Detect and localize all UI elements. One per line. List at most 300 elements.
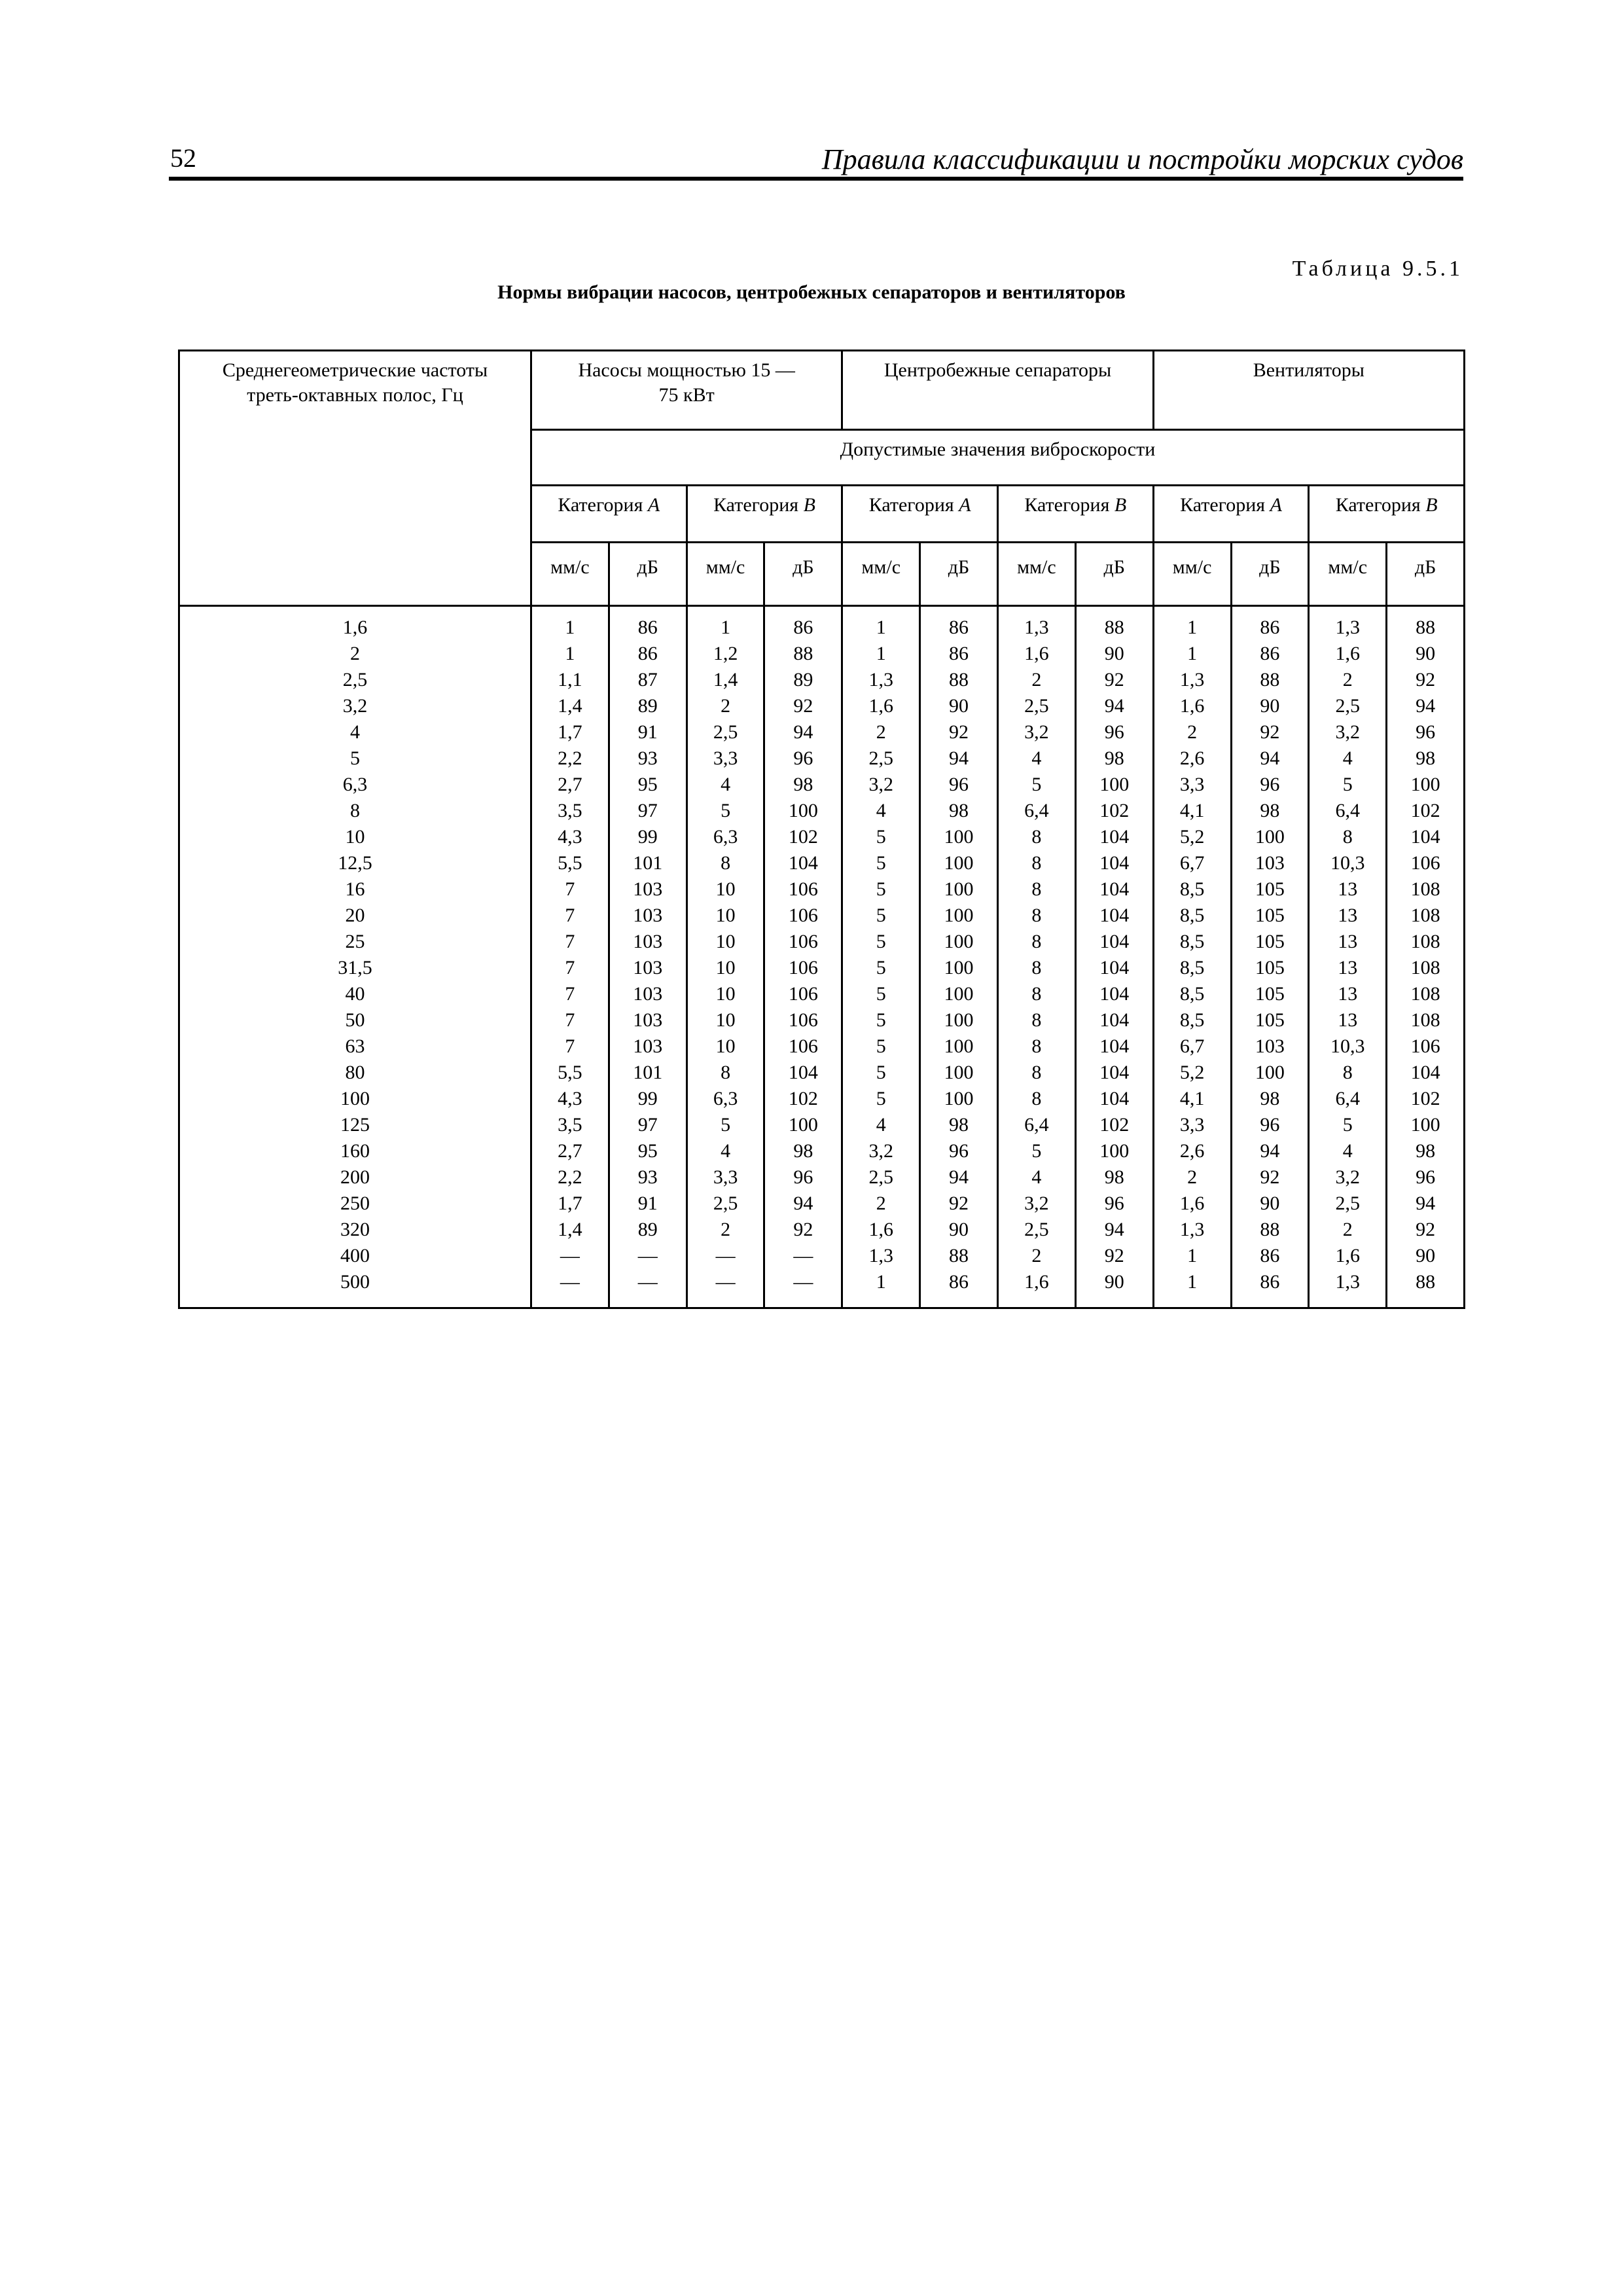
value-cell: 8 <box>997 955 1075 981</box>
header-category <box>1309 486 1465 543</box>
table-row <box>179 1164 1465 1191</box>
value-cell: 92 <box>764 1217 842 1243</box>
value-cell: 94 <box>920 1164 998 1191</box>
value-cell: 5 <box>997 772 1075 798</box>
frequency-cell: 2,5 <box>179 667 531 693</box>
value-cell: 8,5 <box>1153 955 1231 981</box>
table-row <box>179 667 1465 693</box>
value-cell: 88 <box>1075 606 1153 641</box>
value-cell: 4 <box>997 745 1075 772</box>
value-cell: 98 <box>1075 1164 1153 1191</box>
value-cell: 98 <box>1231 798 1309 824</box>
category-prefix: Категория <box>713 494 799 516</box>
frequency-cell: 6,3 <box>179 772 531 798</box>
value-cell: 100 <box>1075 1138 1153 1164</box>
value-cell: 106 <box>764 955 842 981</box>
value-cell: 3,3 <box>1153 1112 1231 1138</box>
table-row <box>179 1060 1465 1086</box>
frequency-cell: 31,5 <box>179 955 531 981</box>
value-cell: 1,4 <box>531 693 609 719</box>
table-row <box>179 1086 1465 1112</box>
value-cell: 6,4 <box>1309 1086 1387 1112</box>
value-cell: 104 <box>1075 824 1153 850</box>
value-cell: 101 <box>609 1060 687 1086</box>
value-cell: 1,3 <box>842 667 920 693</box>
value-cell: 4,1 <box>1153 798 1231 824</box>
value-cell: 5 <box>842 824 920 850</box>
value-cell: 90 <box>920 1217 998 1243</box>
value-cell: 103 <box>609 1007 687 1033</box>
frequency-cell: 2 <box>179 641 531 667</box>
value-cell: 2 <box>687 1217 764 1243</box>
value-cell: 104 <box>1075 1007 1153 1033</box>
value-cell: 104 <box>1387 1060 1465 1086</box>
value-cell: 2 <box>1153 719 1231 745</box>
value-cell: 1 <box>1153 641 1231 667</box>
value-cell: 2,6 <box>1153 1138 1231 1164</box>
frequency-cell: 8 <box>179 798 531 824</box>
value-cell: 104 <box>1075 876 1153 903</box>
value-cell: 92 <box>764 693 842 719</box>
value-cell: 6,4 <box>1309 798 1387 824</box>
value-cell: 86 <box>764 606 842 641</box>
value-cell: 98 <box>1075 745 1153 772</box>
value-cell: 92 <box>1387 667 1465 693</box>
value-cell: 2 <box>687 693 764 719</box>
value-cell: 100 <box>920 1060 998 1086</box>
value-cell: 93 <box>609 1164 687 1191</box>
value-cell: 8 <box>997 1086 1075 1112</box>
header-unit-mms: мм/с <box>997 543 1075 606</box>
value-cell: 4 <box>687 772 764 798</box>
category-prefix: Категория <box>1335 494 1421 516</box>
header-unit-mms: мм/с <box>1153 543 1231 606</box>
frequency-cell: 500 <box>179 1269 531 1308</box>
value-cell: 100 <box>920 1033 998 1060</box>
value-cell: 103 <box>609 1033 687 1060</box>
frequency-cell: 125 <box>179 1112 531 1138</box>
value-cell: 5 <box>842 903 920 929</box>
value-cell: 108 <box>1387 903 1465 929</box>
value-cell: 94 <box>1231 1138 1309 1164</box>
value-cell: 1,3 <box>997 606 1075 641</box>
frequency-cell: 50 <box>179 1007 531 1033</box>
value-cell: 5 <box>842 955 920 981</box>
value-cell: 4,1 <box>1153 1086 1231 1112</box>
value-cell: 108 <box>1387 929 1465 955</box>
table-row <box>179 981 1465 1007</box>
value-cell: 94 <box>1387 693 1465 719</box>
value-cell: 1 <box>842 606 920 641</box>
value-cell: 3,2 <box>997 1191 1075 1217</box>
value-cell: 5 <box>842 981 920 1007</box>
value-cell: 5 <box>1309 1112 1387 1138</box>
frequency-cell: 250 <box>179 1191 531 1217</box>
value-cell: 90 <box>1231 1191 1309 1217</box>
value-cell: 86 <box>1231 1269 1309 1308</box>
value-cell: 10 <box>687 876 764 903</box>
table-row <box>179 1112 1465 1138</box>
value-cell: 86 <box>609 641 687 667</box>
value-cell: 92 <box>1231 1164 1309 1191</box>
value-cell: 94 <box>1387 1191 1465 1217</box>
value-cell: 1 <box>687 606 764 641</box>
value-cell: 100 <box>920 929 998 955</box>
header-unit-db: дБ <box>764 543 842 606</box>
value-cell: 8 <box>1309 1060 1387 1086</box>
value-cell: 104 <box>1075 929 1153 955</box>
value-cell: 3,2 <box>842 1138 920 1164</box>
value-cell: 99 <box>609 824 687 850</box>
value-cell: 8 <box>997 1060 1075 1086</box>
value-cell: 104 <box>764 1060 842 1086</box>
header-unit-db: дБ <box>920 543 998 606</box>
value-cell: 105 <box>1231 903 1309 929</box>
value-cell: 103 <box>609 955 687 981</box>
value-cell: 1 <box>1153 1269 1231 1308</box>
value-cell: 96 <box>1075 1191 1153 1217</box>
table-row <box>179 719 1465 745</box>
vibration-norms-table <box>178 350 1465 1309</box>
value-cell: 8 <box>1309 824 1387 850</box>
frequency-cell: 1,6 <box>179 606 531 641</box>
table-row <box>179 876 1465 903</box>
frequency-cell: 12,5 <box>179 850 531 876</box>
value-cell: 106 <box>764 981 842 1007</box>
value-cell: 5 <box>842 876 920 903</box>
value-cell: 100 <box>920 850 998 876</box>
value-cell: 100 <box>1231 824 1309 850</box>
value-cell: 104 <box>1075 850 1153 876</box>
table-row <box>179 850 1465 876</box>
frequency-cell: 5 <box>179 745 531 772</box>
value-cell: 95 <box>609 1138 687 1164</box>
value-cell: 7 <box>531 1033 609 1060</box>
category-letter: A <box>1270 494 1282 516</box>
value-cell: 1 <box>842 641 920 667</box>
value-cell: 1,3 <box>842 1243 920 1269</box>
value-cell: 88 <box>920 667 998 693</box>
table-caption: Нормы вибрации насосов, центробежных сепараторов и вентиляторов <box>497 281 1126 303</box>
value-cell: 102 <box>1075 1112 1153 1138</box>
value-cell: 96 <box>1387 719 1465 745</box>
value-cell: 87 <box>609 667 687 693</box>
value-cell: 3,2 <box>997 719 1075 745</box>
value-cell: 13 <box>1309 929 1387 955</box>
value-cell: 1,3 <box>1309 606 1387 641</box>
value-cell: 105 <box>1231 876 1309 903</box>
table-row <box>179 798 1465 824</box>
frequency-cell: 100 <box>179 1086 531 1112</box>
category-letter: A <box>647 494 660 516</box>
value-cell: 1,7 <box>531 719 609 745</box>
value-cell: 2,5 <box>1309 693 1387 719</box>
table-row <box>179 824 1465 850</box>
frequency-cell: 10 <box>179 824 531 850</box>
value-cell: 1,6 <box>997 641 1075 667</box>
value-cell: 88 <box>1231 1217 1309 1243</box>
value-cell: 91 <box>609 719 687 745</box>
table-row <box>179 772 1465 798</box>
value-cell: 98 <box>920 798 998 824</box>
value-cell: — <box>609 1243 687 1269</box>
value-cell: — <box>609 1269 687 1308</box>
value-cell: 6,3 <box>687 1086 764 1112</box>
value-cell: 100 <box>920 955 998 981</box>
value-cell: 86 <box>1231 641 1309 667</box>
value-cell: 102 <box>764 824 842 850</box>
value-cell: 1,2 <box>687 641 764 667</box>
frequency-cell: 40 <box>179 981 531 1007</box>
value-cell: 13 <box>1309 876 1387 903</box>
page-number: 52 <box>170 143 196 173</box>
value-cell: 88 <box>920 1243 998 1269</box>
value-cell: 1,4 <box>687 667 764 693</box>
value-cell: 88 <box>764 641 842 667</box>
value-cell: 7 <box>531 929 609 955</box>
value-cell: 98 <box>1387 745 1465 772</box>
value-cell: 5 <box>842 1007 920 1033</box>
value-cell: 88 <box>1387 606 1465 641</box>
frequency-cell: 16 <box>179 876 531 903</box>
value-cell: 2,6 <box>1153 745 1231 772</box>
value-cell: 8,5 <box>1153 981 1231 1007</box>
value-cell: 105 <box>1231 981 1309 1007</box>
frequency-cell: 80 <box>179 1060 531 1086</box>
table-row <box>179 641 1465 667</box>
value-cell: 1 <box>531 606 609 641</box>
value-cell: 1,6 <box>1153 693 1231 719</box>
frequency-cell: 200 <box>179 1164 531 1191</box>
category-prefix: Категория <box>868 494 954 516</box>
value-cell: 3,3 <box>687 1164 764 1191</box>
value-cell: 2,5 <box>997 1217 1075 1243</box>
value-cell: 92 <box>920 719 998 745</box>
value-cell: 4,3 <box>531 824 609 850</box>
value-cell: 97 <box>609 1112 687 1138</box>
value-cell: 1,3 <box>1153 667 1231 693</box>
value-cell: 94 <box>1231 745 1309 772</box>
header-unit-mms: мм/с <box>687 543 764 606</box>
table-row <box>179 1138 1465 1164</box>
table-row <box>179 1033 1465 1060</box>
value-cell: 7 <box>531 903 609 929</box>
value-cell: 3,3 <box>1153 772 1231 798</box>
value-cell: 104 <box>764 850 842 876</box>
value-cell: — <box>687 1243 764 1269</box>
value-cell: 6,7 <box>1153 850 1231 876</box>
value-cell: 104 <box>1075 903 1153 929</box>
value-cell: 103 <box>609 981 687 1007</box>
running-title: Правила классификации и постройки морских судов <box>821 143 1463 175</box>
category-prefix: Категория <box>1180 494 1266 516</box>
value-cell: 10 <box>687 955 764 981</box>
value-cell: 5,2 <box>1153 824 1231 850</box>
value-cell: 10,3 <box>1309 850 1387 876</box>
table-row <box>179 1007 1465 1033</box>
value-cell: 96 <box>764 1164 842 1191</box>
category-letter: A <box>959 494 971 516</box>
value-cell: 1,6 <box>1309 1243 1387 1269</box>
value-cell: — <box>531 1269 609 1308</box>
value-cell: 108 <box>1387 876 1465 903</box>
table-row <box>179 955 1465 981</box>
value-cell: 103 <box>609 876 687 903</box>
value-cell: 100 <box>1075 772 1153 798</box>
value-cell: 2,5 <box>687 719 764 745</box>
value-cell: 104 <box>1075 1033 1153 1060</box>
value-cell: 92 <box>1075 1243 1153 1269</box>
header-category <box>842 486 998 543</box>
value-cell: 106 <box>764 903 842 929</box>
value-cell: 4 <box>997 1164 1075 1191</box>
value-cell: 10 <box>687 1033 764 1060</box>
value-cell: 102 <box>1387 1086 1465 1112</box>
value-cell: 5,5 <box>531 1060 609 1086</box>
value-cell: 104 <box>1075 1060 1153 1086</box>
table-row <box>179 1243 1465 1269</box>
value-cell: 86 <box>920 606 998 641</box>
header-frequency: Среднегеометрические частоты треть-октавных полос, Гц <box>179 351 531 606</box>
value-cell: 1,3 <box>1153 1217 1231 1243</box>
value-cell: 5 <box>687 1112 764 1138</box>
value-cell: 102 <box>1387 798 1465 824</box>
value-cell: 104 <box>1075 981 1153 1007</box>
value-cell: 1 <box>842 1269 920 1308</box>
value-cell: 96 <box>920 772 998 798</box>
value-cell: 94 <box>920 745 998 772</box>
value-cell: 98 <box>1231 1086 1309 1112</box>
value-cell: 96 <box>1075 719 1153 745</box>
value-cell: 96 <box>1231 772 1309 798</box>
value-cell: 6,3 <box>687 824 764 850</box>
value-cell: 90 <box>1075 641 1153 667</box>
value-cell: 2 <box>997 667 1075 693</box>
value-cell: 3,5 <box>531 1112 609 1138</box>
value-cell: 103 <box>609 929 687 955</box>
value-cell: 2,2 <box>531 745 609 772</box>
value-cell: 13 <box>1309 981 1387 1007</box>
value-cell: 4 <box>1309 1138 1387 1164</box>
value-cell: 96 <box>764 745 842 772</box>
value-cell: 13 <box>1309 903 1387 929</box>
value-cell: 89 <box>609 1217 687 1243</box>
header-category <box>1153 486 1309 543</box>
value-cell: 4 <box>1309 745 1387 772</box>
value-cell: 106 <box>764 1033 842 1060</box>
value-cell: 10 <box>687 903 764 929</box>
value-cell: 8 <box>997 1033 1075 1060</box>
value-cell: 86 <box>920 1269 998 1308</box>
category-prefix: Категория <box>1024 494 1110 516</box>
value-cell: 2,7 <box>531 1138 609 1164</box>
value-cell: 8,5 <box>1153 929 1231 955</box>
value-cell: 108 <box>1387 955 1465 981</box>
value-cell: 2,5 <box>997 693 1075 719</box>
value-cell: 2 <box>1309 1217 1387 1243</box>
value-cell: 4 <box>842 798 920 824</box>
value-cell: 90 <box>1387 641 1465 667</box>
value-cell: 94 <box>1075 1217 1153 1243</box>
value-cell: 98 <box>764 1138 842 1164</box>
value-cell: 104 <box>1075 1086 1153 1112</box>
value-cell: 8 <box>687 850 764 876</box>
header-group-pumps: Насосы мощностью 15 — 75 кВт <box>531 351 842 430</box>
value-cell: 5 <box>842 1060 920 1086</box>
value-cell: 100 <box>920 1086 998 1112</box>
table-row <box>179 693 1465 719</box>
value-cell: 102 <box>764 1086 842 1112</box>
value-cell: 88 <box>1231 667 1309 693</box>
value-cell: 98 <box>1387 1138 1465 1164</box>
value-cell: 104 <box>1075 955 1153 981</box>
value-cell: 100 <box>920 1007 998 1033</box>
value-cell: 5 <box>842 929 920 955</box>
value-cell: 1,6 <box>997 1269 1075 1308</box>
value-cell: 92 <box>1387 1217 1465 1243</box>
value-cell: 10 <box>687 1007 764 1033</box>
value-cell: 90 <box>920 693 998 719</box>
value-cell: 8,5 <box>1153 1007 1231 1033</box>
value-cell: 89 <box>609 693 687 719</box>
value-cell: 91 <box>609 1191 687 1217</box>
value-cell: 10 <box>687 981 764 1007</box>
value-cell: 2 <box>842 719 920 745</box>
value-cell: 8,5 <box>1153 876 1231 903</box>
value-cell: 7 <box>531 981 609 1007</box>
value-cell: 100 <box>920 824 998 850</box>
header-unit-db: дБ <box>1387 543 1465 606</box>
value-cell: 99 <box>609 1086 687 1112</box>
value-cell: 100 <box>1387 772 1465 798</box>
value-cell: 98 <box>920 1112 998 1138</box>
value-cell: 5 <box>842 850 920 876</box>
value-cell: 2,5 <box>842 1164 920 1191</box>
value-cell: 7 <box>531 955 609 981</box>
value-cell: 100 <box>764 1112 842 1138</box>
value-cell: — <box>687 1269 764 1308</box>
value-cell: 105 <box>1231 955 1309 981</box>
table-row <box>179 1217 1465 1243</box>
value-cell: 7 <box>531 1007 609 1033</box>
value-cell: 8 <box>997 1007 1075 1033</box>
value-cell: 92 <box>1075 667 1153 693</box>
value-cell: 100 <box>920 903 998 929</box>
value-cell: 1,6 <box>842 1217 920 1243</box>
value-cell: 2,7 <box>531 772 609 798</box>
value-cell: 86 <box>609 606 687 641</box>
value-cell: 5,5 <box>531 850 609 876</box>
header-unit-db: дБ <box>1231 543 1309 606</box>
value-cell: 4 <box>842 1112 920 1138</box>
frequency-cell: 160 <box>179 1138 531 1164</box>
frequency-cell: 400 <box>179 1243 531 1269</box>
value-cell: — <box>531 1243 609 1269</box>
value-cell: 89 <box>764 667 842 693</box>
table-number: Таблица 9.5.1 <box>1292 257 1463 281</box>
value-cell: 92 <box>920 1191 998 1217</box>
value-cell: 5 <box>1309 772 1387 798</box>
header-allowed-values: Допустимые значения виброскорости <box>531 430 1465 486</box>
value-cell: 95 <box>609 772 687 798</box>
value-cell: 6,7 <box>1153 1033 1231 1060</box>
value-cell: 100 <box>1387 1112 1465 1138</box>
value-cell: 1,6 <box>1153 1191 1231 1217</box>
value-cell: 86 <box>1231 1243 1309 1269</box>
frequency-cell: 4 <box>179 719 531 745</box>
value-cell: 1,1 <box>531 667 609 693</box>
value-cell: 5,2 <box>1153 1060 1231 1086</box>
